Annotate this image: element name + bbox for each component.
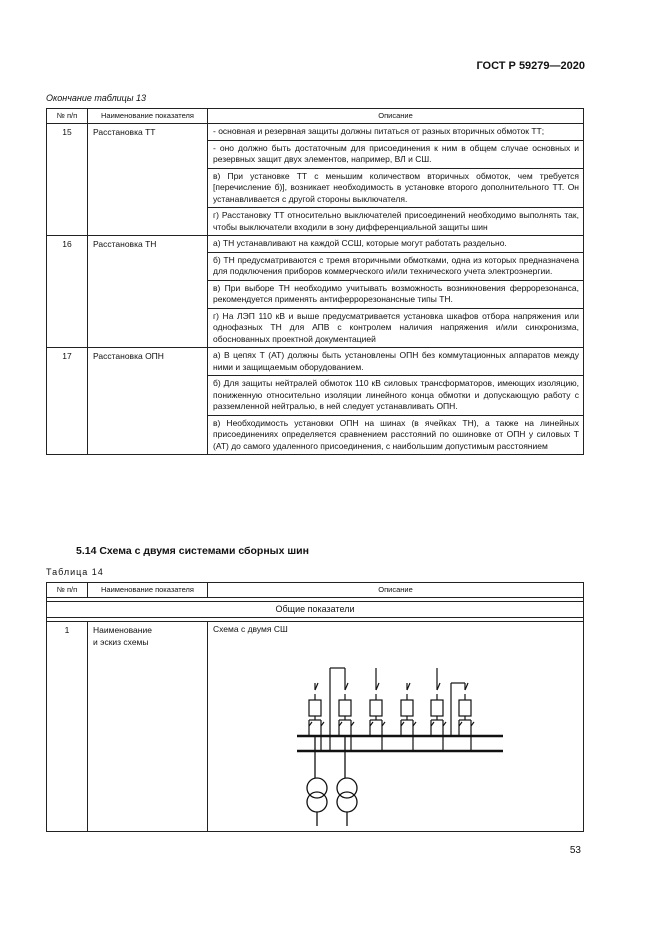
- bay-4: [401, 683, 416, 751]
- description-paragraph: в) При выборе ТН необходимо учитывать возможность возникновения феррорезонанса, рекомендуется применять антиферрорезонансные типы ТН.: [213, 282, 579, 304]
- column-header-indicator: Наименование показателя: [88, 583, 208, 598]
- description-paragraph: г) На ЛЭП 110 кВ и выше предусматривается установка шкафов отбора напряжения или однофазных ТН для АПВ с контролем наличия напряжения и/или синхронизма, обоснованных проектной документацией: [213, 310, 579, 344]
- column-header-description: Описание: [208, 109, 584, 124]
- divider: [208, 375, 583, 376]
- table-row: [47, 622, 584, 832]
- divider: [208, 168, 583, 169]
- row-description: [208, 236, 584, 348]
- table-row: [47, 348, 584, 455]
- group-row: [47, 602, 584, 618]
- row-number: 15: [47, 124, 88, 236]
- table-row: [47, 124, 584, 236]
- table-row: [47, 236, 584, 348]
- indicator-line: и эскиз схемы: [93, 636, 149, 647]
- breaker-icon: [431, 700, 443, 716]
- group-title: Общие показатели: [47, 602, 584, 618]
- bay-1: [309, 683, 324, 751]
- breaker-icon: [370, 700, 382, 716]
- scheme-title: Схема с двумя СШ: [213, 624, 288, 634]
- row-description: [208, 622, 584, 832]
- row-indicator: Расстановка ТН: [88, 236, 208, 348]
- description-paragraph: б) ТН предусматриваются с тремя вторичными обмотками, одна из которых предназначена для подключения приборов коммерческого и/или технического учета электроэнергии.: [213, 254, 579, 276]
- transformer-2: [337, 736, 357, 826]
- divider: [208, 280, 583, 281]
- breaker-icon: [309, 700, 321, 716]
- document-code: ГОСТ Р 59279—2020: [476, 60, 585, 72]
- description-paragraph: а) ТН устанавливают на каждой ССШ, которые могут работать раздельно.: [213, 238, 507, 248]
- section-title: 5.14 Схема с двумя системами сборных шин: [76, 545, 309, 557]
- description-paragraph: г) Расстановку ТТ относительно выключателей присоединений необходимо выполнять так, чтобы выключатели входили в зону дифференциальной защиты шин: [213, 210, 579, 232]
- indicator-line: Наименование: [93, 625, 152, 635]
- table-header-row: [47, 109, 584, 124]
- table14-label: Таблица 14: [46, 567, 104, 577]
- table-13: [46, 108, 584, 455]
- description-paragraph: в) При установке ТТ с меньшим количеством вторичных обмоток, чем требуется [перечисление б)], возникает необходимость в установке второго дополнительного ТТ. Он устанавливается с другой стороны выключателя.: [213, 170, 579, 204]
- table-header-row: [47, 583, 584, 598]
- description-paragraph: б) Для защиты нейтралей обмоток 110 кВ силовых трансформаторов, имеющих изоляцию, пониженную относительно изоляции линейного конца обмотки и допускающую работу с разземленной нейтралью, в ней следует устанавливать ОПН.: [213, 378, 579, 411]
- row-indicator: Расстановка ТТ: [88, 124, 208, 236]
- divider: [208, 140, 583, 141]
- transformer-winding-icon: [337, 792, 357, 812]
- row-indicator: [88, 622, 208, 832]
- column-header-description: Описание: [208, 583, 584, 598]
- breaker-icon: [459, 700, 471, 716]
- page-number: 53: [569, 845, 581, 856]
- breaker-icon: [339, 700, 351, 716]
- row-indicator: Расстановка ОПН: [88, 348, 208, 455]
- bay-5: [431, 668, 446, 751]
- divider: [208, 207, 583, 208]
- table-14: [46, 582, 584, 832]
- breaker-icon: [401, 700, 413, 716]
- table13-caption: Окончание таблицы 13: [46, 93, 146, 103]
- divider: [208, 308, 583, 309]
- column-header-number: № п/п: [47, 109, 88, 124]
- description-paragraph: а) В цепях Т (АТ) должны быть установлены ОПН без коммутационных аппаратов между ними и защищаемым оборудованием.: [213, 350, 579, 372]
- column-header-indicator: Наименование показателя: [88, 109, 208, 124]
- bay-6: [459, 683, 474, 751]
- transformer-1: [307, 736, 327, 826]
- transformer-winding-icon: [307, 792, 327, 812]
- row-description: [208, 348, 584, 455]
- description-paragraph: - основная и резервная защиты должны питаться от разных вторичных обмоток ТТ;: [213, 126, 545, 136]
- divider: [208, 252, 583, 253]
- description-paragraph: в) Необходимость установки ОПН на шинах (в ячейках ТН), а также на линейных присоединениях определяется сравнением расстояний по ошиновке от ОПН у силовых Т (АТ) до самого удаленного присоединения, с наибольшим допустимым расстоянием: [213, 417, 579, 451]
- row-number: 1: [47, 622, 88, 832]
- bay-2: [339, 668, 354, 751]
- row-number: 17: [47, 348, 88, 455]
- two-busbar-scheme-diagram: [293, 638, 513, 828]
- row-number: 16: [47, 236, 88, 348]
- column-header-number: № п/п: [47, 583, 88, 598]
- row-description: [208, 124, 584, 236]
- bay-3: [370, 668, 385, 751]
- description-paragraph: - оно должно быть достаточным для присоединения к ним в общем случае основных и резервных защит двух элементов, например, ВЛ и СШ.: [213, 142, 579, 164]
- divider: [208, 415, 583, 416]
